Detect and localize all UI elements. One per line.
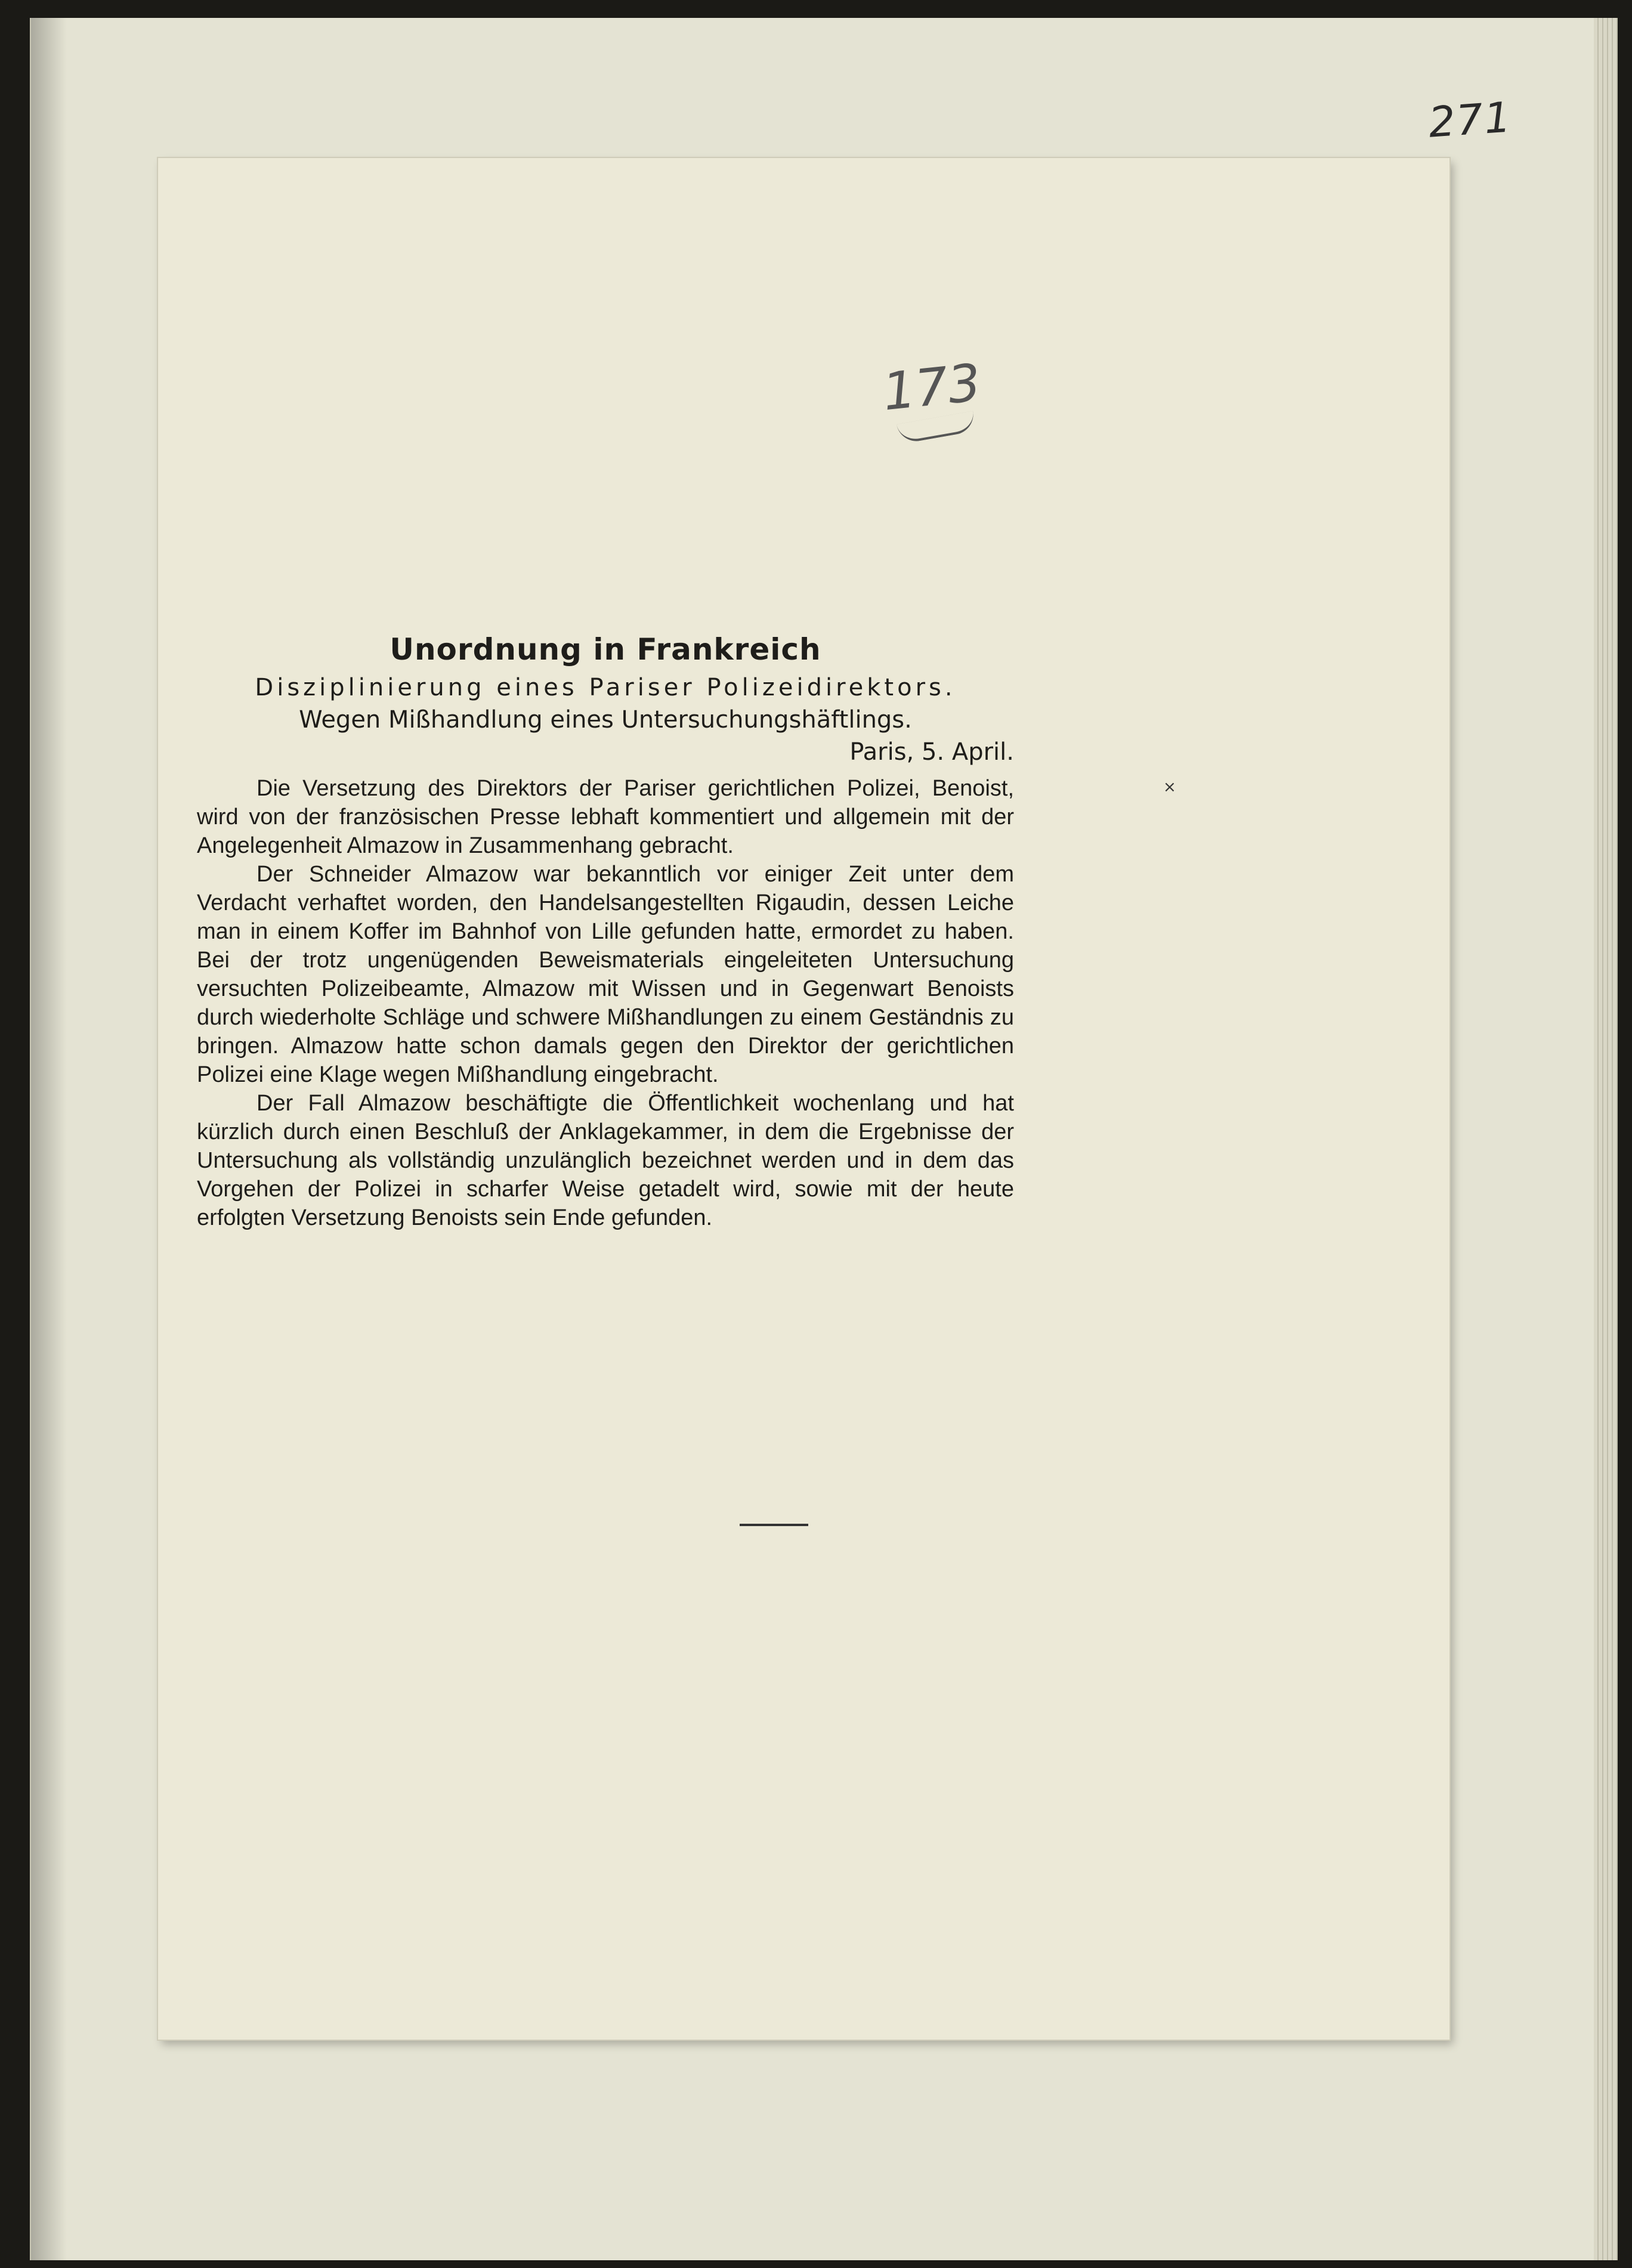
headline: Unordnung in Frankreich: [390, 632, 821, 667]
folio-number: 271: [1427, 92, 1514, 147]
article: [197, 632, 1014, 1232]
spine-shadow: [31, 18, 67, 2260]
article-paragraph: Der Fall Almazow beschäftigte die Öffentlichkeit wochenlang und hat kürzlich durch einen Beschluß der Anklagekammer, in dem die Ergebnisse der Untersuchung als vollständig unzulänglich bezeichnet werden und in dem das Vorgehen der Polizei in scharfer Weise getadelt wird, sowie mit der heute erfolgten Versetzung Benoists sein Ende gefunden.: [197, 1091, 1014, 1230]
end-rule: [740, 1524, 808, 1526]
dateline: Paris, 5. April.: [849, 738, 1014, 766]
subheadline-secondary: Wegen Mißhandlung eines Untersuchungshäftlings.: [299, 706, 912, 734]
pencil-annotation: 173: [880, 352, 984, 423]
margin-mark: ×: [1163, 778, 1176, 796]
article-paragraph: Die Versetzung des Direktors der Pariser gerichtlichen Polizei, Benoist, wird von der französischen Presse lebhaft kommentiert und allgemein mit der Angelegenheit Almazow in Zusammenhang gebracht.: [197, 776, 1014, 858]
page-edges: [1594, 18, 1618, 2260]
subheadline: Disziplinierung eines Pariser Polizeidirektors.: [255, 674, 956, 701]
article-paragraph: Der Schneider Almazow war bekanntlich vor einiger Zeit unter dem Verdacht verhaftet worden, den Handelsangestellten Rigaudin, dessen Leiche man in einem Koffer im Bahnhof von Lille gefunden hatte, ermordet zu haben. Bei der trotz ungenügenden Beweismaterials eingeleiteten Untersuchung versuchten Polizeibeamte, Almazow mit Wissen und in Gegenwart Benoists durch wiederholte Schläge und schwere Mißhandlungen zu einem Geständnis zu bringen. Almazow hatte schon damals gegen den Direktor der gerichtlichen Polizei eine Klage wegen Mißhandlung eingebracht.: [197, 862, 1014, 1087]
